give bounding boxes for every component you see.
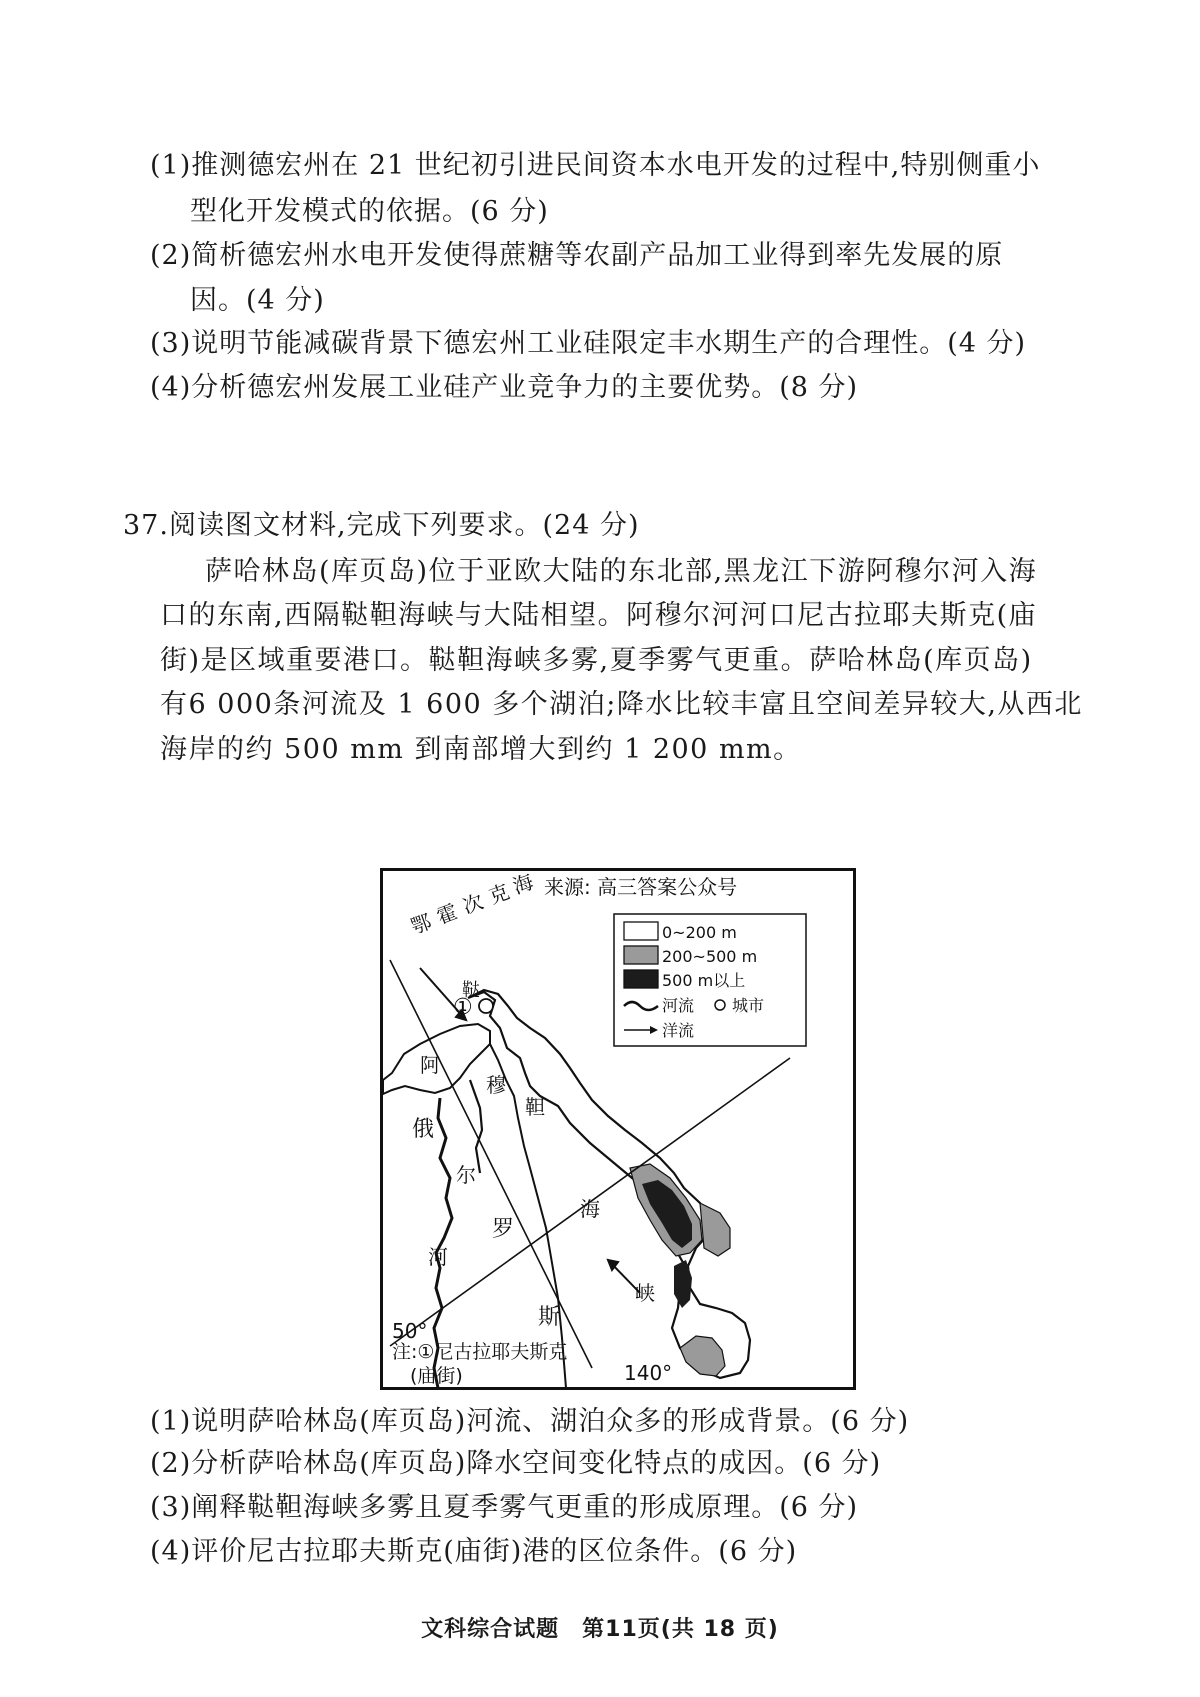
prev-q2-line1: (2)简析德宏州水电开发使得蔗糖等农副产品加工业得到率先发展的原 (150, 240, 1004, 271)
prev-q3: (3)说明节能减碳背景下德宏州工业硅限定丰水期生产的合理性。(4 分) (150, 328, 1027, 359)
city-marker-label: ① (453, 995, 473, 1020)
sakhalin-map (380, 868, 856, 1390)
legend-swatch-high (624, 970, 658, 988)
sea-label-char-3: 次 (459, 889, 487, 919)
q37-item-1: (1)说明萨哈林岛(库页岛)河流、湖泊众多的形成背景。(6 分) (150, 1406, 910, 1437)
legend-label-high: 500 m以上 (662, 971, 746, 990)
map-source-text: 来源: 高三答案公众号 (544, 875, 738, 899)
prev-q1-line2: 型化开发模式的依据。(6 分) (190, 196, 549, 227)
q37-para-line-4: 有6 000条河流及 1 600 多个湖泊;降水比较丰富且空间差异较大,从西北 (160, 689, 1083, 721)
city-circle-icon (479, 999, 493, 1013)
map-legend (614, 914, 806, 1046)
prev-q4: (4)分析德宏州发展工业硅产业竞争力的主要优势。(8 分) (150, 372, 859, 403)
russia-char-3: 斯 (538, 1305, 561, 1330)
page-footer: 文科综合试题 第11页(共 18 页) (421, 1617, 779, 1642)
q37-item-2: (2)分析萨哈林岛(库页岛)降水空间变化特点的成因。(6 分) (150, 1448, 882, 1479)
strait-char-1: 鞑 (462, 980, 480, 1001)
map-note-line-2: (庙街) (410, 1365, 463, 1387)
sea-label-char-2: 霍 (433, 899, 461, 929)
legend-swatch-mid (624, 946, 658, 964)
river-char-4: 河 (428, 1245, 448, 1269)
strait-char-3: 海 (580, 1197, 600, 1221)
q37-para-line-2: 口的东南,西隔鞑靼海峡与大陆相望。阿穆尔河河口尼古拉耶夫斯克(庙 (160, 600, 1038, 632)
sea-label-char-1: 鄂 (407, 909, 435, 939)
latitude-label: 50° (392, 1319, 428, 1343)
q37-para-line-1: 萨哈林岛(库页岛)位于亚欧大陆的东北部,黑龙江下游阿穆尔河入海 (205, 556, 1038, 587)
legend-city-label: 城市 (732, 996, 765, 1015)
prev-q2-line2: 因。(4 分) (190, 285, 325, 316)
legend-swatch-low (624, 922, 658, 940)
map-note-line-1: 注:①尼古拉耶夫斯克 (392, 1341, 568, 1363)
q37-para-line-5: 海岸的约 500 mm 到南部增大到约 1 200 mm。 (160, 733, 802, 765)
legend-label-mid: 200~500 m (662, 947, 758, 966)
legend-city-icon (715, 1000, 725, 1010)
q37-heading: 37.阅读图文材料,完成下列要求。(24 分) (123, 510, 640, 541)
river-char-3: 尔 (456, 1163, 476, 1187)
strait-char-4: 峡 (635, 1281, 655, 1305)
q37-item-4: (4)评价尼古拉耶夫斯克(庙街)港的区位条件。(6 分) (150, 1536, 798, 1567)
legend-current-label: 洋流 (662, 1021, 695, 1040)
prev-q1-line1: (1)推测德宏州在 21 世纪初引进民间资本水电开发的过程中,特别侧重小 (150, 150, 1041, 181)
longitude-label: 140° (624, 1361, 673, 1385)
river-char-2: 穆 (486, 1073, 506, 1097)
q37-paragraph (160, 556, 1083, 766)
q37-para-line-3: 街)是区域重要港口。鞑靼海峡多雾,夏季雾气更重。萨哈林岛(库页岛) (160, 644, 1033, 676)
legend-river-label: 河流 (662, 996, 695, 1015)
river-char-1: 阿 (420, 1053, 440, 1077)
russia-char-1: 俄 (412, 1117, 435, 1142)
legend-label-low: 0~200 m (662, 923, 737, 942)
russia-char-2: 罗 (492, 1217, 515, 1242)
sea-label-char-5: 海 (509, 869, 537, 899)
q37-item-3: (3)阐释鞑靼海峡多雾且夏季雾气更重的形成原理。(6 分) (150, 1492, 859, 1523)
sea-label-char-4: 克 (485, 879, 513, 909)
strait-char-2: 靼 (525, 1095, 545, 1119)
